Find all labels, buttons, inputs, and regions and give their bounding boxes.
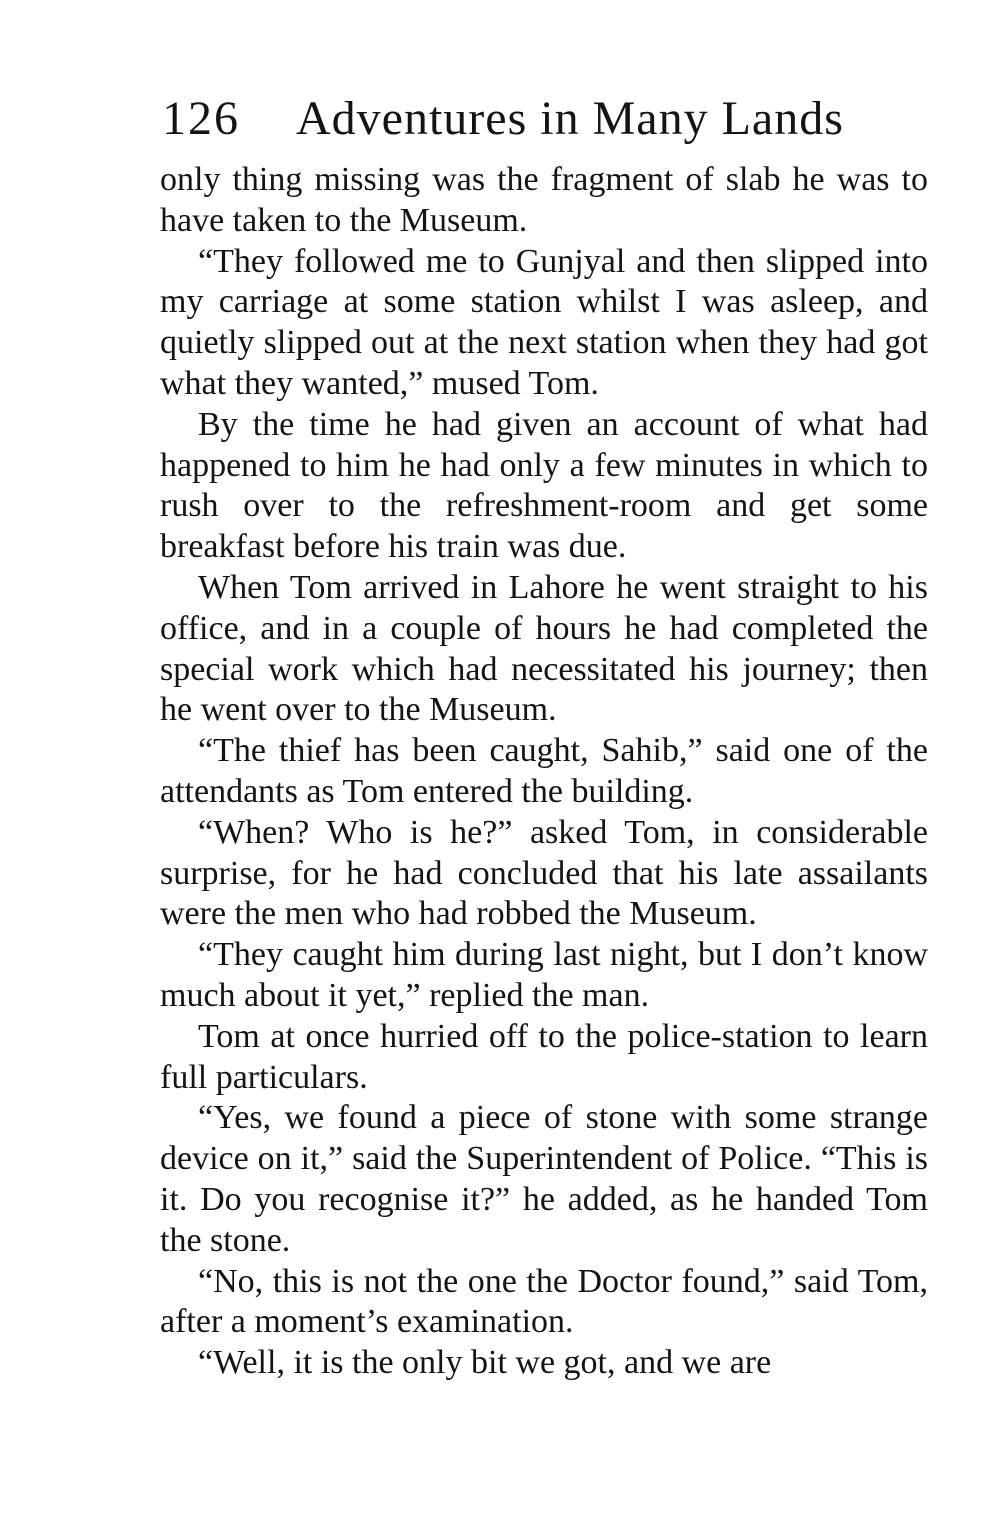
paragraph: “When? Who is he?” asked Tom, in considerable surprise, for he had concluded that his late assailants were the men who had robbed the Museum. bbox=[160, 813, 928, 933]
paragraph: “The thief has been caught, Sahib,” said one of the attendants as Tom entered the building. bbox=[160, 732, 928, 810]
page-number: 126 bbox=[162, 92, 240, 145]
paragraph: “Well, it is the only bit we got, and we are bbox=[198, 1344, 772, 1382]
paragraph: “They followed me to Gunjyal and then slipped into my carriage at some station whilst I was asleep, and quietly slipped out at the next station when they had got what they wanted,” mused Tom. bbox=[160, 242, 928, 402]
paragraph: When Tom arrived in Lahore he went straight to his office, and in a couple of hours he had completed the special work which had necessitated his journey; then he went over to the Museum. bbox=[160, 568, 928, 729]
body-text bbox=[160, 160, 928, 1384]
paragraph: “No, this is not the one the Doctor found,” said Tom, after a moment’s examination. bbox=[160, 1262, 928, 1341]
running-head bbox=[162, 84, 922, 154]
book-title: Adventures in Many Lands bbox=[296, 92, 844, 145]
paragraph-continued: only thing missing was the fragment of slab he was to have taken to the Museum. bbox=[160, 161, 928, 239]
paragraph: “They caught him during last night, but I don’t know much about it yet,” replied the man. bbox=[160, 936, 928, 1014]
paragraph: Tom at once hurried off to the police-station to learn full particulars. bbox=[160, 1017, 928, 1096]
paragraph: By the time he had given an account of what had happened to him he had only a few minutes in which to rush over to the refreshment-room and get some breakfast before his train was due. bbox=[160, 405, 928, 566]
paragraph: “Yes, we found a piece of stone with some strange device on it,” said the Superintendent of Police. “This is it. Do you recognise it?” he added, as he handed Tom the stone. bbox=[160, 1099, 928, 1259]
